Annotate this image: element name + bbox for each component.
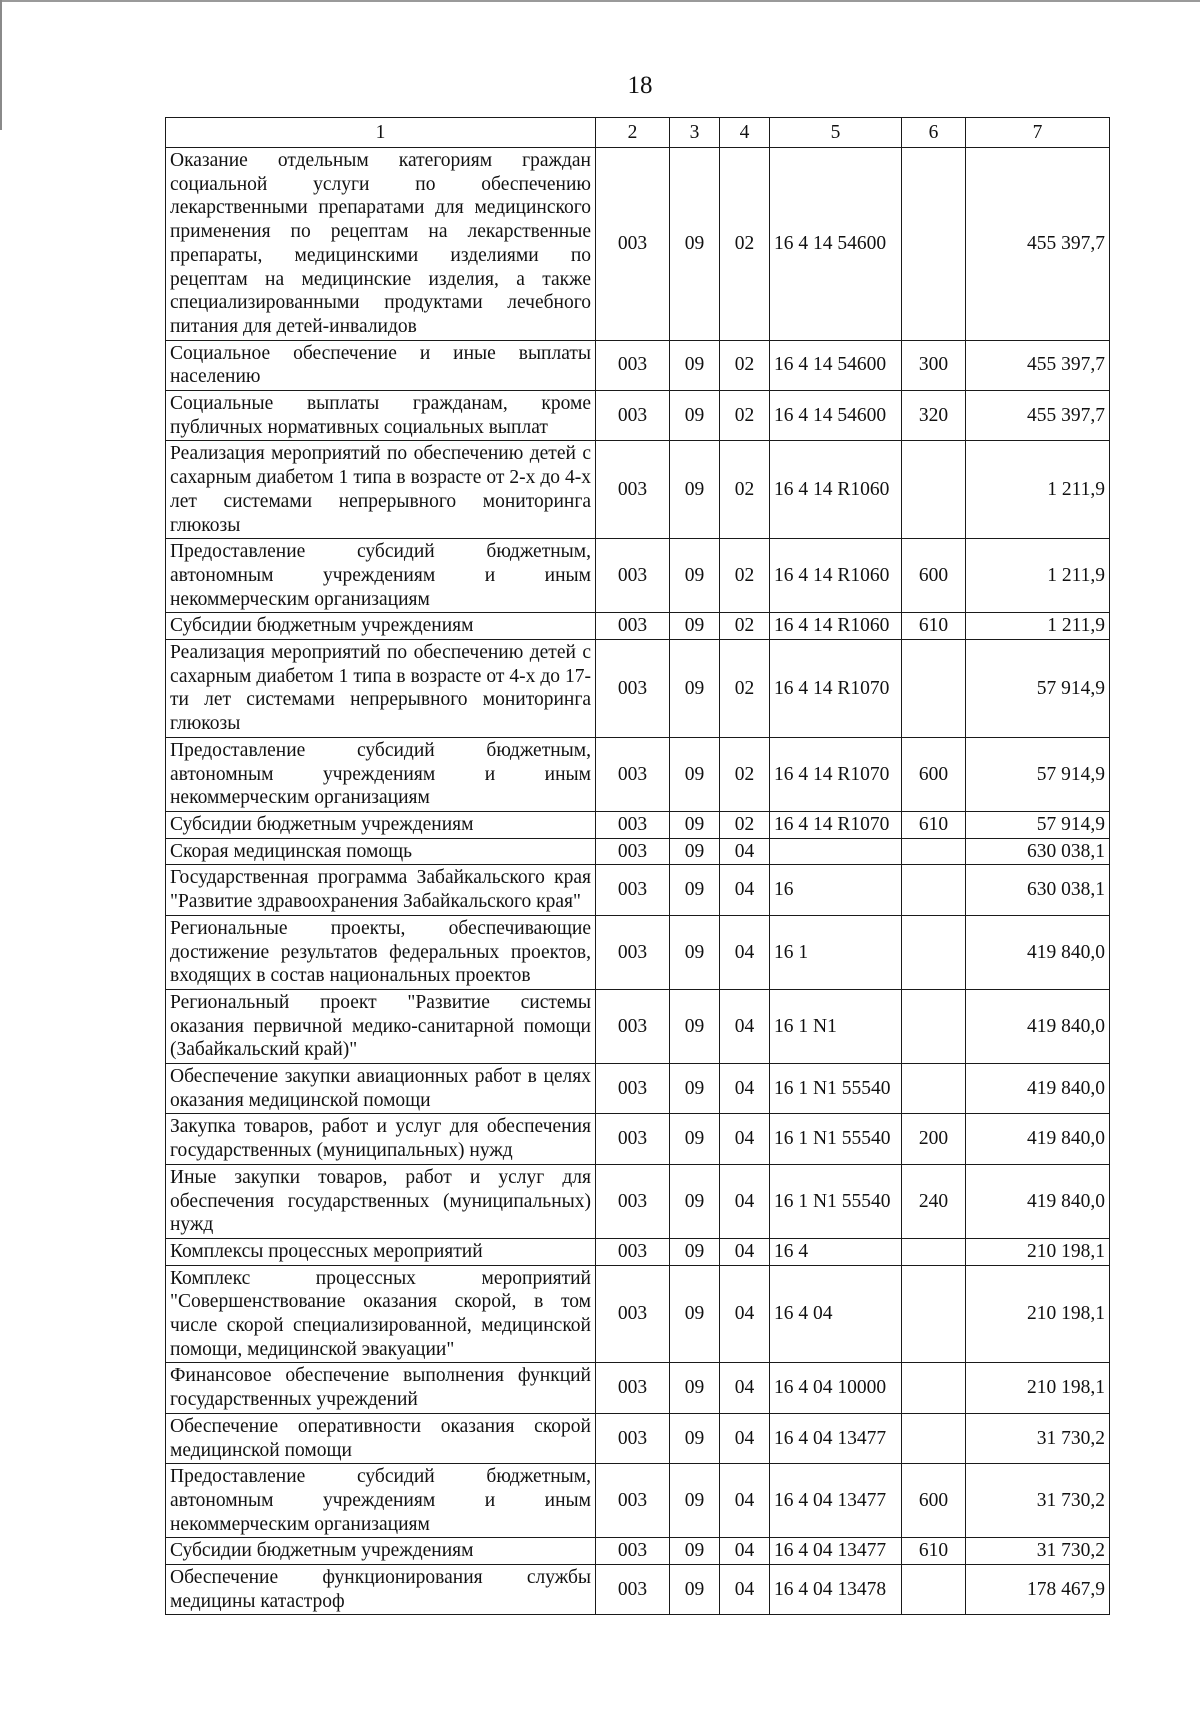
admin-code-cell: 003 [596, 811, 670, 838]
amount-cell: 1 211,9 [966, 613, 1110, 640]
amount-cell: 455 397,7 [966, 340, 1110, 390]
amount-cell: 210 198,1 [966, 1363, 1110, 1413]
target-article-cell: 16 4 14 R1060 [770, 613, 902, 640]
target-article-cell: 16 4 14 R1070 [770, 640, 902, 738]
table-row [166, 1164, 1110, 1238]
subsection-code-cell: 02 [720, 811, 770, 838]
target-article-cell: 16 1 N1 [770, 989, 902, 1063]
target-article-cell: 16 1 [770, 915, 902, 989]
column-header: 7 [966, 118, 1110, 148]
expense-type-cell: 240 [902, 1164, 966, 1238]
section-code-cell: 09 [670, 1464, 720, 1538]
amount-cell: 419 840,0 [966, 1064, 1110, 1114]
section-code-cell: 09 [670, 1114, 720, 1164]
subsection-code-cell: 02 [720, 391, 770, 441]
subsection-code-cell: 04 [720, 865, 770, 915]
table-row [166, 340, 1110, 390]
subsection-code-cell: 04 [720, 1265, 770, 1363]
target-article-cell: 16 4 04 13477 [770, 1464, 902, 1538]
table-row [166, 865, 1110, 915]
admin-code-cell: 003 [596, 340, 670, 390]
row-name-cell: Субсидии бюджетным учреждениям [166, 1538, 596, 1565]
amount-cell: 1 211,9 [966, 441, 1110, 539]
subsection-code-cell: 02 [720, 613, 770, 640]
table-row [166, 1565, 1110, 1615]
subsection-code-cell: 02 [720, 340, 770, 390]
row-name-cell: Обеспечение функционирования службы медицины катастроф [166, 1565, 596, 1615]
admin-code-cell: 003 [596, 1363, 670, 1413]
subsection-code-cell: 02 [720, 539, 770, 613]
target-article-cell: 16 1 N1 55540 [770, 1064, 902, 1114]
table-row [166, 811, 1110, 838]
row-name-cell: Государственная программа Забайкальского края "Развитие здравоохранения Забайкальского края" [166, 865, 596, 915]
expense-type-cell: 610 [902, 613, 966, 640]
expense-type-cell [902, 1363, 966, 1413]
expense-type-cell [902, 1265, 966, 1363]
amount-cell: 31 730,2 [966, 1538, 1110, 1565]
row-name-cell: Субсидии бюджетным учреждениям [166, 613, 596, 640]
row-name-cell: Реализация мероприятий по обеспечению детей с сахарным диабетом 1 типа в возрасте от 2-х до 4-х лет системами непрерывного мониторинга глюкозы [166, 441, 596, 539]
section-code-cell: 09 [670, 1164, 720, 1238]
expense-type-cell: 200 [902, 1114, 966, 1164]
section-code-cell: 09 [670, 1538, 720, 1565]
section-code-cell: 09 [670, 811, 720, 838]
amount-cell: 31 730,2 [966, 1413, 1110, 1463]
row-name-cell: Комплексы процессных мероприятий [166, 1238, 596, 1265]
subsection-code-cell: 02 [720, 441, 770, 539]
table-row [166, 148, 1110, 341]
section-code-cell: 09 [670, 539, 720, 613]
admin-code-cell: 003 [596, 1114, 670, 1164]
target-article-cell: 16 4 04 13478 [770, 1565, 902, 1615]
column-header: 5 [770, 118, 902, 148]
expense-type-cell: 300 [902, 340, 966, 390]
admin-code-cell: 003 [596, 1538, 670, 1565]
table-row [166, 1114, 1110, 1164]
budget-table [165, 117, 1110, 1615]
table-row [166, 441, 1110, 539]
target-article-cell: 16 4 14 R1060 [770, 441, 902, 539]
column-header: 6 [902, 118, 966, 148]
subsection-code-cell: 04 [720, 838, 770, 865]
admin-code-cell: 003 [596, 865, 670, 915]
column-header: 3 [670, 118, 720, 148]
expense-type-cell [902, 865, 966, 915]
target-article-cell: 16 4 04 13477 [770, 1538, 902, 1565]
table-row [166, 391, 1110, 441]
admin-code-cell: 003 [596, 1064, 670, 1114]
target-article-cell: 16 4 [770, 1238, 902, 1265]
admin-code-cell: 003 [596, 737, 670, 811]
target-article-cell [770, 838, 902, 865]
target-article-cell: 16 1 N1 55540 [770, 1114, 902, 1164]
row-name-cell: Предоставление субсидий бюджетным, автономным учреждениям и иным некоммерческим организациям [166, 737, 596, 811]
admin-code-cell: 003 [596, 1464, 670, 1538]
admin-code-cell: 003 [596, 1265, 670, 1363]
section-code-cell: 09 [670, 1565, 720, 1615]
table-row [166, 1064, 1110, 1114]
table-row [166, 640, 1110, 738]
admin-code-cell: 003 [596, 915, 670, 989]
table-row [166, 613, 1110, 640]
amount-cell: 57 914,9 [966, 811, 1110, 838]
target-article-cell: 16 4 14 54600 [770, 148, 902, 341]
admin-code-cell: 003 [596, 391, 670, 441]
admin-code-cell: 003 [596, 989, 670, 1063]
subsection-code-cell: 04 [720, 989, 770, 1063]
row-name-cell: Предоставление субсидий бюджетным, автономным учреждениям и иным некоммерческим организациям [166, 1464, 596, 1538]
row-name-cell: Предоставление субсидий бюджетным, автономным учреждениям и иным некоммерческим организациям [166, 539, 596, 613]
section-code-cell: 09 [670, 737, 720, 811]
table-row [166, 539, 1110, 613]
subsection-code-cell: 02 [720, 737, 770, 811]
subsection-code-cell: 04 [720, 1114, 770, 1164]
section-code-cell: 09 [670, 915, 720, 989]
amount-cell: 419 840,0 [966, 1114, 1110, 1164]
section-code-cell: 09 [670, 613, 720, 640]
section-code-cell: 09 [670, 838, 720, 865]
amount-cell: 419 840,0 [966, 915, 1110, 989]
admin-code-cell: 003 [596, 148, 670, 341]
section-code-cell: 09 [670, 865, 720, 915]
admin-code-cell: 003 [596, 441, 670, 539]
expense-type-cell [902, 148, 966, 341]
row-name-cell: Субсидии бюджетным учреждениям [166, 811, 596, 838]
section-code-cell: 09 [670, 1238, 720, 1265]
table-row [166, 1238, 1110, 1265]
amount-cell: 419 840,0 [966, 989, 1110, 1063]
subsection-code-cell: 04 [720, 1413, 770, 1463]
row-name-cell: Социальное обеспечение и иные выплаты населению [166, 340, 596, 390]
expense-type-cell [902, 915, 966, 989]
row-name-cell: Скорая медицинская помощь [166, 838, 596, 865]
amount-cell: 57 914,9 [966, 737, 1110, 811]
section-code-cell: 09 [670, 441, 720, 539]
table-row [166, 1413, 1110, 1463]
subsection-code-cell: 04 [720, 1238, 770, 1265]
amount-cell: 455 397,7 [966, 148, 1110, 341]
admin-code-cell: 003 [596, 539, 670, 613]
expense-type-cell: 610 [902, 1538, 966, 1565]
admin-code-cell: 003 [596, 838, 670, 865]
expense-type-cell: 600 [902, 737, 966, 811]
section-code-cell: 09 [670, 340, 720, 390]
target-article-cell: 16 4 14 R1070 [770, 737, 902, 811]
table-row [166, 1538, 1110, 1565]
admin-code-cell: 003 [596, 613, 670, 640]
section-code-cell: 09 [670, 1064, 720, 1114]
column-header: 4 [720, 118, 770, 148]
scan-border-left [0, 0, 2, 130]
row-name-cell: Закупка товаров, работ и услуг для обеспечения государственных (муниципальных) нужд [166, 1114, 596, 1164]
row-name-cell: Реализация мероприятий по обеспечению детей с сахарным диабетом 1 типа в возрасте от 4-х до 17-ти лет системами непрерывного мониторинга глюкозы [166, 640, 596, 738]
target-article-cell: 16 4 14 54600 [770, 340, 902, 390]
expense-type-cell: 600 [902, 539, 966, 613]
row-name-cell: Иные закупки товаров, работ и услуг для обеспечения государственных (муниципальных) нужд [166, 1164, 596, 1238]
expense-type-cell [902, 640, 966, 738]
table-row [166, 737, 1110, 811]
amount-cell: 178 467,9 [966, 1565, 1110, 1615]
expense-type-cell: 610 [902, 811, 966, 838]
row-name-cell: Комплекс процессных мероприятий "Совершенствование оказания скорой, в том числе скорой специализированной, медицинской помощи, медицинской эвакуации" [166, 1265, 596, 1363]
subsection-code-cell: 02 [720, 640, 770, 738]
section-code-cell: 09 [670, 391, 720, 441]
admin-code-cell: 003 [596, 1164, 670, 1238]
row-name-cell: Финансовое обеспечение выполнения функций государственных учреждений [166, 1363, 596, 1413]
section-code-cell: 09 [670, 989, 720, 1063]
expense-type-cell [902, 1238, 966, 1265]
table-row [166, 1464, 1110, 1538]
row-name-cell: Обеспечение закупки авиационных работ в целях оказания медицинской помощи [166, 1064, 596, 1114]
admin-code-cell: 003 [596, 1238, 670, 1265]
expense-type-cell: 320 [902, 391, 966, 441]
amount-cell: 210 198,1 [966, 1238, 1110, 1265]
target-article-cell: 16 [770, 865, 902, 915]
target-article-cell: 16 4 14 R1070 [770, 811, 902, 838]
amount-cell: 455 397,7 [966, 391, 1110, 441]
subsection-code-cell: 04 [720, 1565, 770, 1615]
table-row [166, 838, 1110, 865]
expense-type-cell [902, 838, 966, 865]
expense-type-cell [902, 1413, 966, 1463]
section-code-cell: 09 [670, 640, 720, 738]
row-name-cell: Обеспечение оперативности оказания скорой медицинской помощи [166, 1413, 596, 1463]
subsection-code-cell: 04 [720, 1538, 770, 1565]
subsection-code-cell: 04 [720, 1064, 770, 1114]
row-name-cell: Оказание отдельным категориям граждан социальной услуги по обеспечению лекарственными препаратами для медицинского применения по рецептам на лекарственные препараты, медицинскими изделиями по рецептам на медицинские изделия, а также специализированными продуктами лечебного питания для детей-инвалидов [166, 148, 596, 341]
target-article-cell: 16 4 04 [770, 1265, 902, 1363]
section-code-cell: 09 [670, 1363, 720, 1413]
target-article-cell: 16 1 N1 55540 [770, 1164, 902, 1238]
target-article-cell: 16 4 14 R1060 [770, 539, 902, 613]
row-name-cell: Социальные выплаты гражданам, кроме публичных нормативных социальных выплат [166, 391, 596, 441]
table-row [166, 1265, 1110, 1363]
table-row [166, 1363, 1110, 1413]
subsection-code-cell: 04 [720, 1164, 770, 1238]
expense-type-cell [902, 1064, 966, 1114]
amount-cell: 1 211,9 [966, 539, 1110, 613]
subsection-code-cell: 02 [720, 148, 770, 341]
expense-type-cell [902, 1565, 966, 1615]
expense-type-cell: 600 [902, 1464, 966, 1538]
scan-border-top [0, 0, 1200, 2]
amount-cell: 419 840,0 [966, 1164, 1110, 1238]
amount-cell: 31 730,2 [966, 1464, 1110, 1538]
subsection-code-cell: 04 [720, 1464, 770, 1538]
target-article-cell: 16 4 04 13477 [770, 1413, 902, 1463]
page-number: 18 [627, 72, 653, 99]
target-article-cell: 16 4 14 54600 [770, 391, 902, 441]
row-name-cell: Региональные проекты, обеспечивающие достижение результатов федеральных проектов, входящих в состав национальных проектов [166, 915, 596, 989]
subsection-code-cell: 04 [720, 1363, 770, 1413]
admin-code-cell: 003 [596, 640, 670, 738]
section-code-cell: 09 [670, 148, 720, 341]
row-name-cell: Региональный проект "Развитие системы оказания первичной медико-санитарной помощи (Забайкальский край)" [166, 989, 596, 1063]
column-header: 2 [596, 118, 670, 148]
expense-type-cell [902, 441, 966, 539]
amount-cell: 630 038,1 [966, 838, 1110, 865]
target-article-cell: 16 4 04 10000 [770, 1363, 902, 1413]
amount-cell: 630 038,1 [966, 865, 1110, 915]
column-header: 1 [166, 118, 596, 148]
section-code-cell: 09 [670, 1265, 720, 1363]
table-header-row [166, 118, 1110, 148]
admin-code-cell: 003 [596, 1413, 670, 1463]
subsection-code-cell: 04 [720, 915, 770, 989]
expense-type-cell [902, 989, 966, 1063]
section-code-cell: 09 [670, 1413, 720, 1463]
admin-code-cell: 003 [596, 1565, 670, 1615]
amount-cell: 210 198,1 [966, 1265, 1110, 1363]
table-row [166, 989, 1110, 1063]
table-row [166, 915, 1110, 989]
amount-cell: 57 914,9 [966, 640, 1110, 738]
